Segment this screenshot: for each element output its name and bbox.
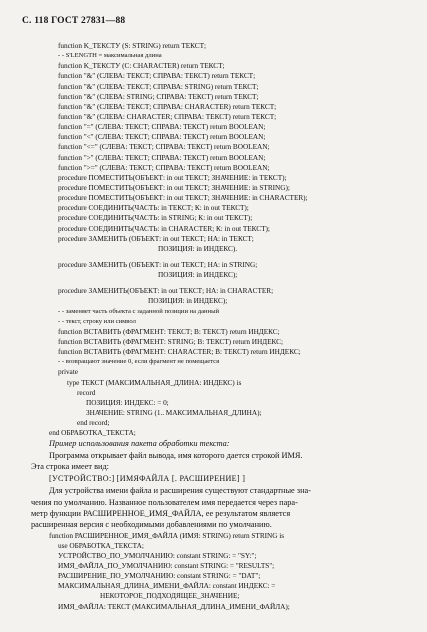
text-line (0, 388, 427, 398)
line-text: function "<" (СЛЕВА: ТЕКСТ; СПРАВА: ТЕКСТ) return BOOLEAN; (58, 132, 266, 142)
text-line (0, 153, 427, 163)
text-line (0, 551, 427, 561)
text-line (0, 307, 427, 317)
line-text: end ОБРАБОТКА_ТЕКСТА; (49, 428, 136, 438)
text-line (0, 270, 427, 280)
line-text: procedure ЗАМЕНИТЬ (ОБЪЕКТ: in out ТЕКСТ; НА: in ТЕКСТ; (58, 233, 254, 243)
line-text: function ">=" (СЛЕВА: ТЕКСТ; СПРАВА: ТЕКСТ) return BOOLEAN; (58, 162, 270, 172)
line-text: function ВСТАВИТЬ (ФРАГМЕНТ: STRING; В: ТЕКСТ) return ИНДЕКС; (58, 336, 283, 346)
line-text: procedure ПОМЕСТИТЬ(ОБЪЕКТ: in out ТЕКСТ; ЗНАЧЕНИЕ: in CHARACTER); (58, 193, 308, 203)
text-line (0, 497, 427, 508)
line-text: Пример использования пакета обработки текста: (49, 439, 230, 449)
line-text: УСТРОЙСТВО_ПО_УМОЛЧАНИЮ: constant STRING: = "SY:"; (58, 550, 257, 560)
line-text: function "<=" (СЛЕВА: ТЕКСТ; СПРАВА: ТЕКСТ) return BOOLEAN; (58, 142, 270, 152)
text-line (0, 234, 427, 244)
line-text: ПОЗИЦИЯ: ИНДЕКС: = 0; (86, 397, 169, 407)
text-line (0, 450, 427, 461)
text-line (0, 41, 427, 51)
text-line (0, 224, 427, 234)
line-text: function K_ТЕКСТУ (С: CHARACTER) return ТЕКСТ; (58, 61, 225, 71)
text-line (0, 317, 427, 327)
line-text: МАКСИМАЛЬНАЯ_ДЛИНА_ИМЕНИ_ФАЙЛА: constant ИНДЕКС: = (58, 581, 276, 591)
line-text: Эта строка имеет вид: (31, 462, 109, 472)
line-text: procedure ЗАМЕНИТЬ (ОБЪЕКТ: in out ТЕКСТ; НА: in STRING; (58, 259, 258, 269)
text-line (0, 183, 427, 193)
line-text: function K_ТЕКСТУ (S: STRING) return ТЕКСТ; (58, 41, 206, 50)
text-line (0, 71, 427, 81)
line-text: procedure СОЕДИНИТЬ(ЧАСТЬ: in ТЕКСТ; К: in out ТЕКСТ); (58, 203, 249, 213)
line-text: record (77, 387, 96, 397)
text-line (0, 213, 427, 223)
text-line (0, 438, 427, 450)
text-line (0, 82, 427, 92)
text-line (0, 357, 427, 367)
line-text: метр функции РАСШИРЕННОЕ_ИМЯ_ФАЙЛА, ее результатом является (31, 509, 291, 519)
text-line (0, 602, 427, 612)
text-line (0, 102, 427, 112)
text-line (0, 531, 427, 541)
line-text: procedure ПОМЕСТИТЬ(ОБЪЕКТ: in out ТЕКСТ; ЗНАЧЕНИЕ: in STRING); (58, 182, 290, 192)
line-text: ПОЗИЦИЯ: in ИНДЕКС). (158, 243, 238, 253)
line-text: use ОБРАБОТКА_ТЕКСТА; (58, 540, 144, 550)
text-line (0, 244, 427, 254)
text-line (0, 163, 427, 173)
page-header: С. 118 ГОСТ 27831—88 (22, 16, 126, 26)
text-line (0, 92, 427, 102)
text-line (0, 541, 427, 551)
text-line (0, 132, 427, 142)
text-line (0, 408, 427, 418)
line-text: private (58, 367, 78, 377)
line-text: function "&" (СЛЕВА: CHARACTER; СПРАВА: ТЕКСТ) return ТЕКСТ; (58, 111, 277, 121)
text-line (0, 472, 427, 485)
line-text: function РАСШИРЕННОЕ_ИМЯ_ФАЙЛА (ИМЯ: STRING) return STRING is (49, 530, 285, 540)
text-line (0, 418, 427, 428)
line-text: function "&" (СЛЕВА: STRING; СПРАВА: ТЕКСТ) return ТЕКСТ; (58, 91, 259, 101)
line-text: РАСШИРЕНИЕ_ПО_УМОЛЧАНИЮ: constant STRING: = "DAT"; (58, 571, 261, 581)
line-text: - - возвращают значение 0, если фрагмент не помещается (58, 358, 220, 366)
line-text: ПОЗИЦИЯ: in ИНДЕКС); (148, 296, 228, 306)
line-text: function "&" (СЛЕВА: ТЕКСТ; СПРАВА: ТЕКСТ) return ТЕКСТ; (58, 71, 256, 81)
text-line (0, 367, 427, 377)
line-text: - - S'LENGTH = максимальная длина (58, 52, 162, 60)
text-line (0, 51, 427, 61)
line-text: ПОЗИЦИЯ: in ИНДЕКС); (158, 270, 238, 280)
text-line (0, 296, 427, 306)
text-line (0, 327, 427, 337)
document-body (0, 41, 427, 612)
line-text: чения по умолчанию. Названное пользователем имя передается через пара- (31, 497, 298, 507)
text-line (0, 173, 427, 183)
text-line (0, 508, 427, 519)
text-line (0, 112, 427, 122)
text-line (0, 571, 427, 581)
line-text: Программа открывает файл вывода, имя которого дается строкой ИМЯ. (49, 450, 303, 460)
text-line (0, 337, 427, 347)
text-line (0, 61, 427, 71)
line-text: Для устройства имени файла и расширения существуют стандартные зна- (49, 486, 311, 496)
text-line (0, 142, 427, 152)
line-text: function "=" (СЛЕВА: ТЕКСТ; СПРАВА: ТЕКСТ) return BOOLEAN; (58, 122, 266, 132)
text-line (0, 485, 427, 496)
line-text: procedure ЗАМЕНИТЬ(ОБЪЕКТ: in out ТЕКСТ; НА: in CHARACTER; (58, 286, 274, 296)
text-line (0, 260, 427, 270)
line-text: type ТЕКСТ (МАКСИМАЛЬНАЯ_ДЛИНА: ИНДЕКС) is (67, 377, 242, 387)
text-line (0, 347, 427, 357)
text-line (0, 561, 427, 571)
line-text: function ВСТАВИТЬ (ФРАГМЕНТ: ТЕКСТ; В: ТЕКСТ) return ИНДЕКС; (58, 326, 280, 336)
text-line (0, 122, 427, 132)
line-text: end record; (77, 418, 110, 428)
text-line (0, 591, 427, 601)
line-text: function ">" (СЛЕВА: ТЕКСТ; СПРАВА: ТЕКСТ) return BOOLEAN; (58, 152, 266, 162)
line-text: function ВСТАВИТЬ (ФРАГМЕНТ: CHARACTER; В: ТЕКСТ) return ИНДЕКС; (58, 347, 301, 357)
text-line (0, 378, 427, 388)
line-text: НЕКОТОРОЕ_ПОДХОДЯЩЕЕ_ЗНАЧЕНИЕ; (100, 591, 240, 601)
text-line (0, 461, 427, 472)
line-text: - - текст, строку или символ (58, 317, 136, 325)
line-text: function "&" (СЛЕВА: ТЕКСТ; СПРАВА: STRING) return ТЕКСТ; (58, 81, 259, 91)
text-line (0, 428, 427, 438)
line-text: procedure ПОМЕСТИТЬ(ОБЪЕКТ: in out ТЕКСТ; ЗНАЧЕНИЕ: in ТЕКСТ); (58, 172, 287, 182)
line-text: [УСТРОЙСТВО:] [ИМЯФАЙЛА [. РАСШИРЕНИЕ] ] (49, 474, 246, 484)
line-text: расширенная версия с необходимыми добавлениями по умолчанию. (31, 520, 272, 530)
line-text: ЗНАЧЕНИЕ: STRING (1.. МАКСИМАЛЬНАЯ_ДЛИНА); (86, 407, 262, 417)
line-text: procedure СОЕДИНИТЬ(ЧАСТЬ: in CHARACTER; К: in out ТЕКСТ); (58, 223, 270, 233)
text-line (0, 193, 427, 203)
line-text: - - заменяет часть объекта с заданной позиции на данный (58, 307, 220, 315)
line-text: ИМЯ_ФАЙЛА_ПО_УМОЛЧАНИЮ: constant STRING: = "RESULTS"; (58, 561, 275, 571)
text-line (0, 398, 427, 408)
line-text: procedure СОЕДИНИТЬ(ЧАСТЬ: in STRING; К: in out ТЕКСТ); (58, 213, 253, 223)
text-line (0, 519, 427, 530)
text-line (0, 286, 427, 296)
line-text: function "&" (СЛЕВА: ТЕКСТ; СПРАВА: CHARACTER) return ТЕКСТ; (58, 101, 277, 111)
text-line (0, 581, 427, 591)
line-text: ИМЯ_ФАЙЛА: ТЕКСТ (МАКСИМАЛЬНАЯ_ДЛИНА_ИМЕНИ_ФАЙЛА); (58, 601, 290, 611)
text-line (0, 203, 427, 213)
